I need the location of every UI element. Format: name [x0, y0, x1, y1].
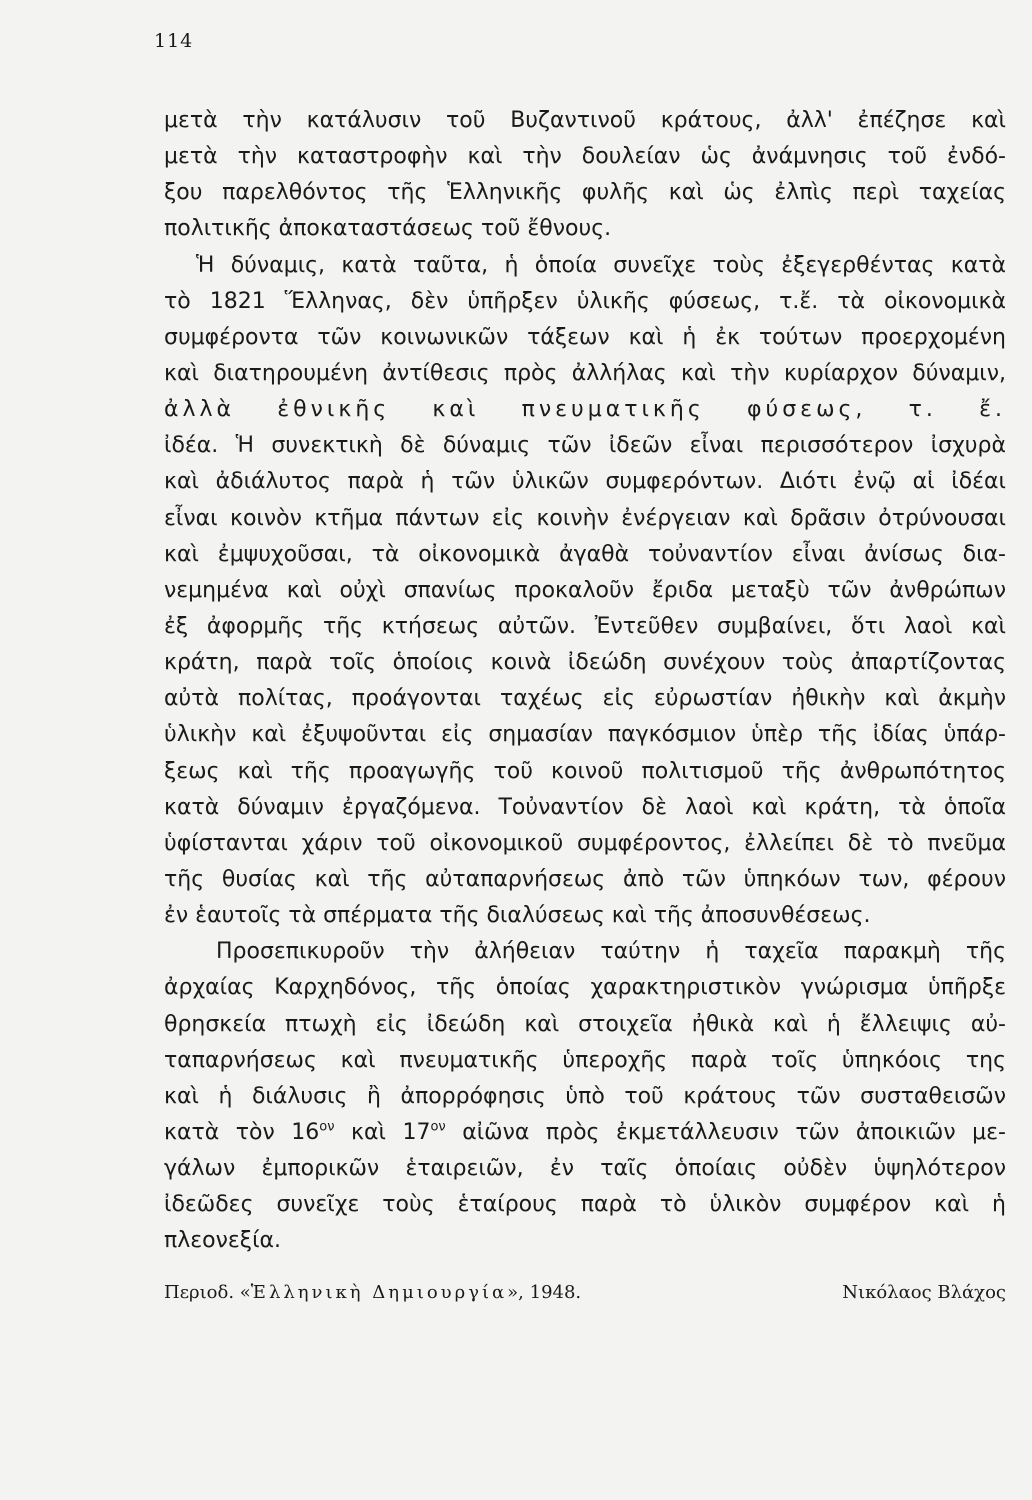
text-line: καὶ διατηρουμένη ἀντίθεσις πρὸς ἀλλήλας καὶ τὴν κυρίαρχον δύναμιν, — [164, 360, 1006, 386]
text-line: ὑφίστανται χάριν τοῦ οἰκονομικοῦ συμφέροντος, ἐλλείπει δὲ τὸ πνεῦμα — [164, 830, 1006, 856]
ordinal-suffix: ον — [319, 1119, 335, 1135]
text-line: ἰδεῶδες συνεῖχε τοὺς ἑταίρους παρὰ τὸ ὑλικὸν συμφέρον καὶ ἡ — [164, 1192, 1006, 1218]
text-line: ξεως καὶ τῆς προαγωγῆς τοῦ κοινοῦ πολιτισμοῦ τῆς ἀνθρωπότητος — [164, 758, 1006, 784]
text-line: γάλων ἐμπορικῶν ἑταιρειῶν, ἐν ταῖς ὁποίαις οὐδὲν ὑψηλότερον — [164, 1156, 1006, 1182]
source-prefix: Περιοδ. « — [164, 1282, 251, 1303]
text-line: ἀρχαίας Καρχηδόνος, τῆς ὁποίας χαρακτηριστικὸν γνώρισμα ὑπῆρξε — [164, 975, 1006, 1001]
text-line: ταπαρνήσεως καὶ πνευματικῆς ὑπεροχῆς παρὰ τοῖς ὑπηκόοις της — [164, 1047, 1006, 1073]
text-line: νεμημένα καὶ οὐχὶ σπανίως προκαλοῦν ἔριδα μεταξὺ τῶν ἀνθρώπων — [164, 577, 1006, 603]
text-line: ἰδέα. Ἡ συνεκτικὴ δὲ δύναμις τῶν ἰδεῶν εἶναι περισσότερον ἰσχυρὰ — [164, 433, 1006, 459]
text-line: ξου παρελθόντος τῆς Ἑλληνικῆς φυλῆς καὶ ὡς ἐλπὶς περὶ ταχείας — [164, 180, 1006, 206]
text-line: αὐτὰ πολίτας, προάγονται ταχέως εἰς εὐρωστίαν ἠθικὴν καὶ ἀκμὴν — [164, 686, 1006, 712]
text-line: ὑλικὴν καὶ ἐξυψοῦνται εἰς σημασίαν παγκόσμιον ὑπὲρ τῆς ἰδίας ὑπάρ- — [164, 722, 1006, 748]
source-suffix: », 1948. — [507, 1282, 582, 1303]
text-line: τὸ 1821 Ἕλληνας, δὲν ὑπῆρξεν ὑλικῆς φύσεως, τ.ἔ. τὰ οἰκονομικὰ — [164, 288, 1006, 314]
text-line: καὶ ἐμψυχοῦσαι, τὰ οἰκονομικὰ ἀγαθὰ τοὐναντίον εἶναι ἀνίσως δια- — [164, 541, 1006, 567]
text-line: Προσεπικυροῦν τὴν ἀλήθειαν ταύτην ἡ ταχεῖα παρακμὴ τῆς — [216, 939, 1006, 965]
author-name: Νικόλαος Βλάχος — [842, 1282, 1006, 1303]
text-line: καὶ ἡ διάλυσις ἢ ἀπορρόφησις ὑπὸ τοῦ κράτους τῶν συσταθεισῶν — [164, 1083, 1006, 1109]
text-line: πολιτικῆς ἀποκαταστάσεως τοῦ ἔθνους. — [164, 216, 612, 242]
text-line: ἐν ἑαυτοῖς τὰ σπέρματα τῆς διαλύσεως καὶ τῆς ἀποσυνθέσεως. — [164, 903, 871, 929]
page-number: 114 — [154, 30, 194, 52]
text-line: πλεονεξία. — [164, 1228, 282, 1254]
text-line: μετὰ τὴν καταστροφὴν καὶ τὴν δουλείαν ὡς ἀνάμνησις τοῦ ἐνδό- — [164, 144, 1006, 170]
text-line: κατὰ δύναμιν ἐργαζόμενα. Τοὐναντίον δὲ λαοὶ καὶ κράτη, τὰ ὁποῖα — [164, 794, 1006, 820]
text-line: τῆς θυσίας καὶ τῆς αὐταπαρνήσεως ἀπὸ τῶν ὑπηκόων των, φέρουν — [164, 866, 1006, 892]
century-line-middle: καὶ 17 — [334, 1119, 431, 1145]
century-line-before: κατὰ τὸν 16 — [164, 1119, 320, 1145]
text-line: κράτη, παρὰ τοῖς ὁποίοις κοινὰ ἰδεώδη συνέχουν τοὺς ἀπαρτίζοντας — [164, 650, 1006, 676]
text-line: εἶναι κοινὸν κτῆμα πάντων εἰς κοινὴν ἐνέργειαν καὶ δρᾶσιν ὀτρύνουσαι — [164, 505, 1006, 531]
body-text — [164, 103, 1006, 1260]
ordinal-suffix: ον — [430, 1119, 446, 1135]
source-citation — [164, 1282, 1006, 1303]
text-line: συμφέροντα τῶν κοινωνικῶν τάξεων καὶ ἡ ἐκ τούτων προερχομένη — [164, 324, 1006, 350]
source-reference — [164, 1282, 581, 1303]
journal-name: Ἑλληνικὴ Δημιουργία — [250, 1282, 508, 1303]
text-line: θρησκεία πτωχὴ εἰς ἰδεώδη καὶ στοιχεῖα ἠθικὰ καὶ ἡ ἔλλειψις αὐ- — [164, 1011, 1006, 1037]
text-line: ἀλλὰ ἐθνικῆς καὶ πνευματικῆς φύσεως, τ. ἔ. — [164, 397, 1006, 423]
century-line-after: αἰῶνα πρὸς ἐκμετάλλευσιν τῶν ἀποικιῶν με- — [445, 1119, 1006, 1145]
text-line: Ἡ δύναμις, κατὰ ταῦτα, ἡ ὁποία συνεῖχε τοὺς ἐξεγερθέντας κατὰ — [196, 252, 1006, 278]
century-line — [164, 1115, 1006, 1151]
text-line: καὶ ἀδιάλυτος παρὰ ἡ τῶν ὑλικῶν συμφερόντων. Διότι ἐνῷ αἱ ἰδέαι — [164, 469, 1006, 495]
text-line: ἐξ ἀφορμῆς τῆς κτήσεως αὐτῶν. Ἐντεῦθεν συμβαίνει, ὅτι λαοὶ καὶ — [164, 613, 1006, 639]
text-line: μετὰ τὴν κατάλυσιν τοῦ Βυζαντινοῦ κράτους, ἀλλ' ἐπέζησε καὶ — [164, 108, 1006, 133]
